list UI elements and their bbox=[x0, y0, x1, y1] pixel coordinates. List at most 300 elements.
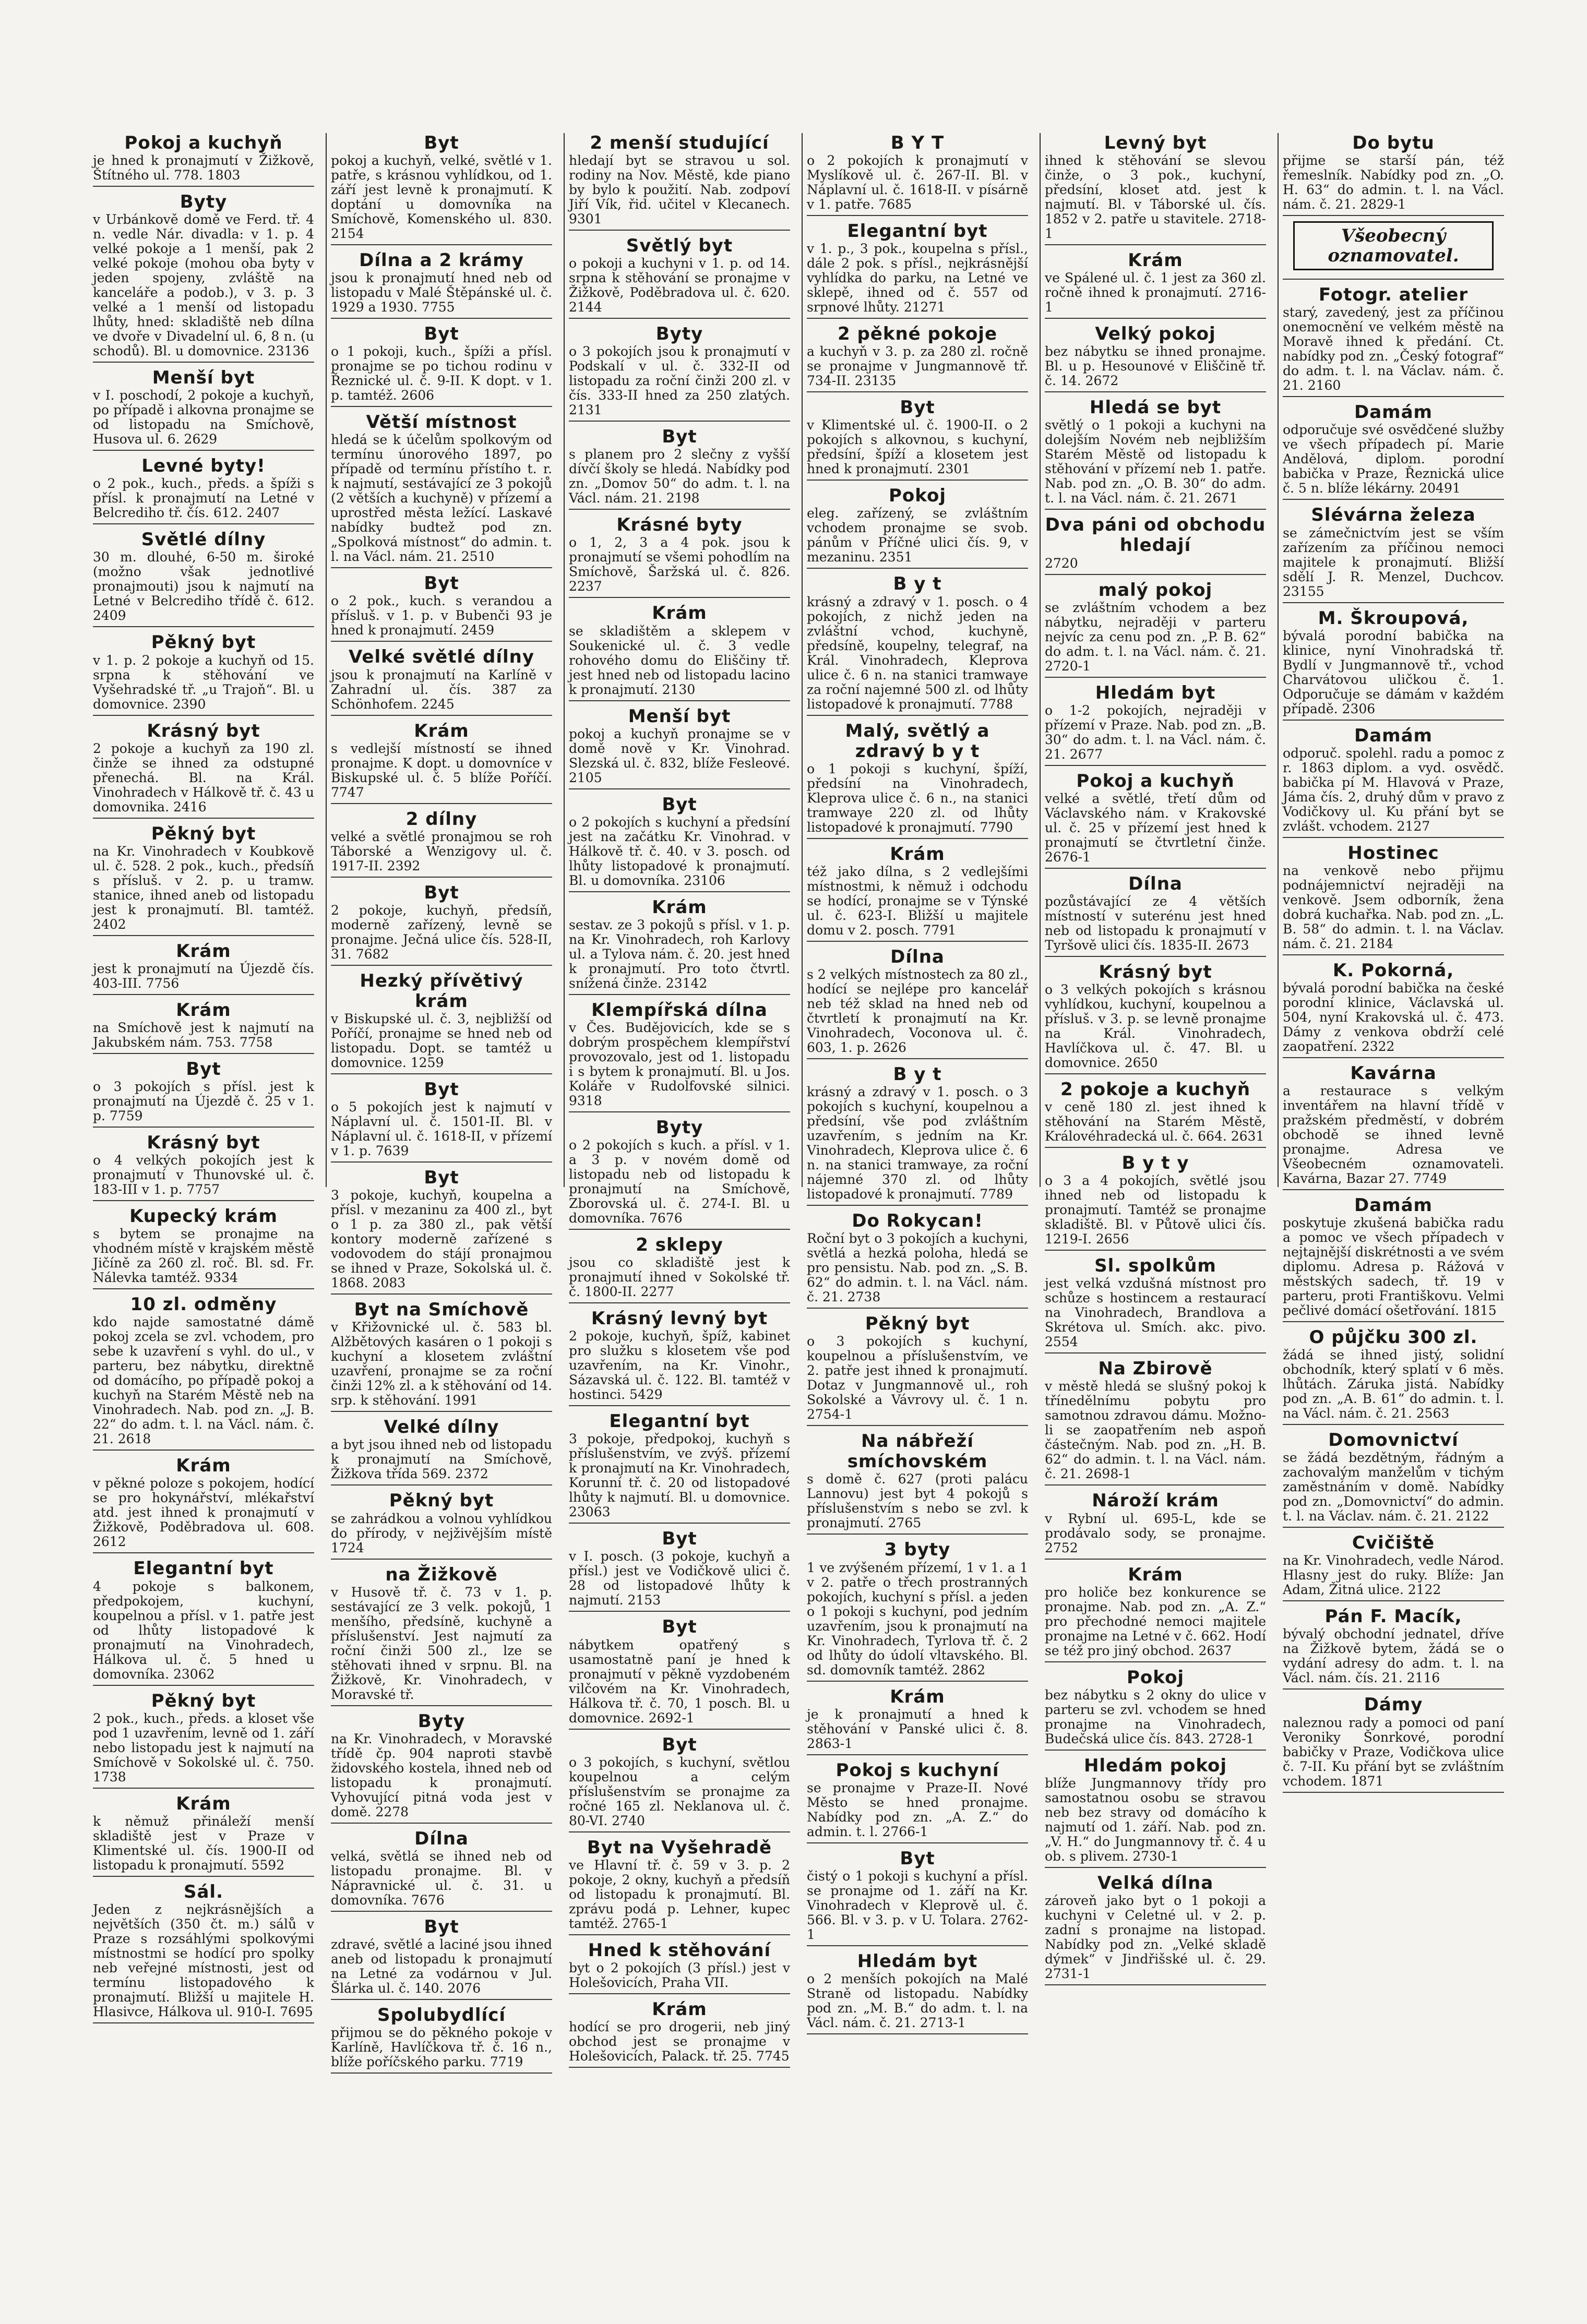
ad-text: v Rybní ul. 695-L, kde se prodávalo sody, se pronajme. 2752 bbox=[1045, 1511, 1266, 1555]
classified-ad bbox=[93, 941, 314, 995]
ad-heading: Krám bbox=[176, 940, 231, 962]
ad-text: ve Spálené ul. č. 1 jest za 360 zl. ročně ihned k pronajmutí. 2716-1 bbox=[1045, 270, 1266, 315]
ad-text: hledají byt se stravou u sol. rodiny na Nov. Městě, kde piano by bylo k použití. Nab. zodpoví Jiří Vík, řid. učitel v Klecanech. 9301 bbox=[569, 153, 790, 227]
classified-ad bbox=[569, 603, 790, 701]
classified-ad bbox=[1283, 1430, 1504, 1528]
ad-heading: B Y T bbox=[890, 133, 945, 153]
classified-ad bbox=[569, 427, 790, 510]
classified-ad bbox=[569, 897, 790, 995]
classified-ad bbox=[1045, 771, 1266, 869]
ad-text: se skladištěm a sklepem v Soukenické ul. č. 3 vedle rohového domu do Eliščiny tř. jest hned neb od listopadu lacino k pronajmutí. 2130 bbox=[569, 623, 790, 697]
ad-heading: Hledám pokoj bbox=[1083, 1755, 1227, 1776]
ad-text: o 4 velkých pokojích jest k pronajmutí v Thunovské ul. č. 183-III v 1. p. 7757 bbox=[93, 1153, 314, 1197]
ad-text: 2 pokoje a kuchyň za 190 zl. činže se ihned za odstupné přenechá. Bl. na Král. Vinohradech v Hálkově tř. č. 43 u domovnika. 2416 bbox=[93, 740, 314, 814]
ad-heading: M. Škroupová, bbox=[1318, 607, 1469, 629]
classified-ad bbox=[807, 1431, 1028, 1535]
ad-text: na Kr. Vinohradech, vedle Národ. Hlasny jest do ruky. Blíže: Jan Adam, Žitná ulice. 2122 bbox=[1283, 1553, 1504, 1598]
classified-ad bbox=[569, 1735, 790, 1832]
ad-text: s 2 velkých místnostech za 80 zl., hodící se nejlépe pro kancelář neb též sklad na hned neb od čtvrtletí k pronajmutí na Kr. Vinohradech, Voconova ul. č. 603, 1. p. 2626 bbox=[807, 966, 1028, 1055]
ad-column bbox=[1040, 133, 1270, 1981]
classified-ad bbox=[1045, 324, 1266, 392]
classified-ad bbox=[569, 1411, 790, 1524]
classified-ad bbox=[1045, 1668, 1266, 1751]
ad-heading: Dva páni od obchodu hledají bbox=[1045, 514, 1266, 556]
ad-text: o 1 pokoji s kuchyní, špíží, předsíní na Vinohradech, Kleprova ulice č. 6 n., na stanici tramwaye 220 zl. od lhůty listopadové k pronajmutí. 7790 bbox=[807, 761, 1028, 835]
ad-heading: Byty bbox=[417, 1710, 466, 1732]
ad-text: se zámečnictvím jest se vším zařízením za příčinou nemoci majitele k pronajmutí. Bližší sdělí J. R. Menzel, Duchcov. 23155 bbox=[1283, 525, 1504, 599]
classified-ad bbox=[569, 1838, 790, 1935]
ad-heading: Dílna bbox=[1128, 873, 1183, 894]
ad-heading: 2 pokoje a kuchyň bbox=[1060, 1079, 1251, 1100]
ad-heading: Hledá se byt bbox=[1089, 397, 1222, 418]
ad-heading: Velká dílna bbox=[1097, 1872, 1214, 1894]
classified-ad bbox=[1283, 1695, 1504, 1792]
ad-text: k němuž přináleží menší skladiště jest v Praze v Klimentské ul. čís. 1900-II od listopadu k pronajmutí. 5592 bbox=[93, 1813, 314, 1873]
classified-ad bbox=[331, 647, 552, 715]
ad-heading: Dílna bbox=[414, 1828, 469, 1849]
ad-heading: Krám bbox=[652, 896, 707, 918]
ad-heading: Byt bbox=[424, 133, 459, 153]
ad-text: o 3 pokojích s přísl. jest k pronajmutí na Újezdě č. 25 v 1. p. 7759 bbox=[93, 1079, 314, 1124]
classified-ad bbox=[93, 1794, 314, 1877]
ad-heading: Elegantní byt bbox=[133, 1558, 274, 1579]
ad-heading: Byty bbox=[180, 191, 228, 213]
classified-ad bbox=[93, 1559, 314, 1685]
ad-heading: Hned k stěhování bbox=[588, 1939, 771, 1961]
ad-text: poskytuje zkušená babička radu a pomoc ve všech případech v nejtajnější diskrétnosti a ve svém diplomu. Adresa p. Rážová v městských sadech, tř. 19 v parteru, proti Františkovu. Velmi pečlivé domácí ošetřování. 1815 bbox=[1283, 1215, 1504, 1319]
classified-ad bbox=[569, 1999, 790, 2068]
ad-text: s bytem se pronajme na vhodném místě v krajském městě Jičíně za 260 zl. roč. Bl. sd. Fr. Nálevka tamtéž. 9334 bbox=[93, 1226, 314, 1286]
ad-text: bývalá porodní babička na české porodní klinice, Václavská ul. 504, nyní Krakovská ul. č. 473. Dámy z venkova obdrží celé zaopatření. 2322 bbox=[1283, 980, 1504, 1054]
ad-column bbox=[89, 133, 318, 2019]
ad-heading: B y t y bbox=[1121, 1153, 1189, 1174]
ad-text: o 1-2 pokojích, nejraději v přízemí v Praze. Nab. pod zn. „B. 30“ do adm. t. l. na Václ. nám. č. 21. 2677 bbox=[1045, 702, 1266, 762]
ad-text: o 2 pokojích s kuch. a přísl. v 1. a 3 p. v novém domě od listopadu neb od listopadu k pronajmutí na Smíchově, Zborovská ul. č. 274-I. Bl. u domovníka. 7676 bbox=[569, 1137, 790, 1226]
ad-text: Roční byt o 3 pokojích a kuchyni, světlá a hezká poloha, hledá se pro pensistu. Nab. pod zn. „S. B. 62“ do admin. t. l. na Václ. nám. č. 21. 2738 bbox=[807, 1231, 1028, 1305]
ad-text: odporuč. spolehl. radu a pomoc z r. 1863 diplom. a vyd. osvědč. babička pí M. Hlavová v Praze, Jáma čís. 2, druhý dům v pravo z Vodičkovy ul. Ku přání byt se zvlášt. vchodem. 2127 bbox=[1283, 745, 1504, 834]
ad-heading: Krásný byt bbox=[1099, 961, 1212, 983]
classified-ad bbox=[331, 324, 552, 407]
ad-heading: Krásný levný byt bbox=[591, 1308, 768, 1329]
classified-ad bbox=[331, 573, 552, 642]
classified-ad bbox=[93, 530, 314, 627]
ad-heading: Hostinec bbox=[1347, 842, 1439, 864]
classified-ad bbox=[93, 1133, 314, 1201]
classified-ad bbox=[1045, 874, 1266, 957]
ad-text: o 2 pokojích k pronajmutí v Myslíkově ul. č. 267-II. Bl. v Náplavní ul. č. 1618-II. v písárně v 1. patře. 7685 bbox=[807, 153, 1028, 212]
ad-heading: Byt bbox=[424, 882, 459, 903]
ad-heading: 2 menší studující bbox=[590, 133, 769, 153]
ad-text: se žádá bezdětným, řádným a zachovalým manželům v tichým zaměstnáním v domě. Nabídky pod zn. „Domovnictví“ do admin. t. l. na Václav. nám. č. 21. 2122 bbox=[1283, 1450, 1504, 1524]
classified-ad bbox=[331, 133, 552, 245]
ad-text: velké a světlé pronajmou se roh Táborské a Wenzigovy ul. č. 1917-II. 2392 bbox=[331, 829, 552, 873]
ad-heading: Pokoj bbox=[1127, 1667, 1184, 1688]
ad-text: čistý o 1 pokoji s kuchyní a přísl. se pronajme od 1. září na Kr. Vinohradech v Kleprově ul. č. 566. Bl. v 3. p. v U. Tolara. 2762-1 bbox=[807, 1868, 1028, 1942]
classified-ad bbox=[1045, 250, 1266, 319]
ad-text: bez nábytku se ihned pronajme. Bl. u p. Hesounové v Eliščině tř. č. 14. 2672 bbox=[1045, 344, 1266, 389]
ad-heading: Menší byt bbox=[152, 367, 255, 389]
classified-ad bbox=[569, 1529, 790, 1612]
ad-text: 3 pokoje, kuchyň, koupelna a přísl. v mezaninu za 400 zl., byt o 1 p. za 380 zl., pak větší kontory moderně zařízené s vodovodem do stájí pronajmou se ihned v Praze, Sokolská ul. č. 1868. 2083 bbox=[331, 1188, 552, 1291]
classified-ad bbox=[1283, 843, 1504, 955]
ad-text: jsou co skladiště jest k pronajmutí ihned v Sokolské tř. č. 1800-II. 2277 bbox=[569, 1255, 790, 1300]
classified-ad bbox=[807, 1540, 1028, 1681]
ad-text: blíže Jungmannovy třídy pro samostatnou osobu se stravou neb bez stravy od domácího k najmutí od 1. září. Nab. pod zn. „V. H.“ do Jungmannovy tř. č. 4 u ob. s plivem. 2730-1 bbox=[1045, 1775, 1266, 1864]
ad-heading: Elegantní byt bbox=[609, 1411, 750, 1432]
ad-text: s domě č. 627 (proti palácu Lannovu) jest byt 4 pokojů s příslušenstvím s nebo se zvl. k pronajmutí. 2765 bbox=[807, 1471, 1028, 1531]
newspaper-classified-page bbox=[89, 133, 1508, 2069]
ad-text: byt o 2 pokojích (3 přísl.) jest v Holešovicích, Praha VII. bbox=[569, 1960, 790, 1990]
classified-ad bbox=[1045, 398, 1266, 510]
classified-ad bbox=[331, 2005, 552, 2074]
ad-heading: Větší místnost bbox=[366, 412, 517, 433]
ad-heading: Do Rokycan! bbox=[852, 1211, 983, 1232]
ad-text: v městě hledá se slušný pokoj k třínedělnímu pobytu pro samotnou zdravou dámu. Možno-li se zaopatřením neb aspoň částečným. Nab. pod zn. „H. B. 62“ do admin. t. l. na Václ. nám. č. 21. 2698-1 bbox=[1045, 1379, 1266, 1482]
ad-heading: Světlý byt bbox=[626, 235, 733, 257]
ad-text: ve Hlavní tř. č. 59 v 3. p. 2 pokoje, 2 okny, kuchyň a předsíň od listopadu k pronajmutí. Bl. zprávu podá p. Lehner, kupec tamtéž. 2765-1 bbox=[569, 1857, 790, 1931]
ad-text: v pěkné poloze s pokojem, hodící se pro hokynářství, mlékařství atd. jest ihned k pronajmutí v Žižkově, Poděbradova ul. 608. 2612 bbox=[93, 1476, 314, 1550]
classified-ad bbox=[1045, 1873, 1266, 1985]
ad-heading: Velký pokoj bbox=[1095, 324, 1216, 345]
ad-text: o 2 pok., kuch. s verandou a přísluš. v 1. p. v Bubenči 93 je hned k pronajmutí. 2459 bbox=[331, 593, 552, 638]
ad-heading: Pokoj a kuchyň bbox=[124, 133, 283, 153]
ad-text: o 3 pokojích, s kuchyní, světlou koupelnou a celým příslušenstvím se pronajme za ročné 165 zl. Neklanova ul. č. 80-VI. 2740 bbox=[569, 1754, 790, 1828]
ad-column bbox=[326, 133, 556, 2069]
ad-heading: Krám bbox=[652, 603, 707, 624]
ad-text: v I. posch. (3 pokoje, kuchyň a přísl.) jest ve Vodičkově ulici č. 28 od listopadové lhůty k najmutí. 2153 bbox=[569, 1549, 790, 1608]
classified-ad bbox=[807, 133, 1028, 216]
ad-heading: Byt bbox=[424, 1079, 459, 1100]
ad-heading: Krásný byt bbox=[147, 720, 260, 741]
ad-text: a restaurace s velkým inventářem na hlavní třídě v pražském předměstí, v dobrém obchodě se ihned levně pronajme. Adresa ve Všeobecném oznamovateli. Kavárna, Bazar 27. 7749 bbox=[1283, 1083, 1504, 1186]
ad-text: v Klimentské ul. č. 1900-II. o 2 pokojích s alkovnou, s kuchyní, předsíní, špíží a klosetem jest hned k pronajmutí. 2301 bbox=[807, 417, 1028, 477]
classified-ad bbox=[807, 1849, 1028, 1946]
ad-heading: Kupecký krám bbox=[129, 1206, 278, 1227]
ad-heading: Kavárna bbox=[1350, 1062, 1437, 1084]
ad-heading: Byt bbox=[662, 426, 697, 448]
ad-text: a byt jsou ihned neb od listopadu k pronajmutí na Smíchově, Žižkova třída 569. 2372 bbox=[331, 1437, 552, 1482]
classified-ad bbox=[1283, 1195, 1504, 1322]
classified-ad bbox=[331, 1565, 552, 1706]
ad-heading: Krám bbox=[1128, 250, 1183, 271]
classified-ad bbox=[1045, 580, 1266, 678]
ad-text: jest k pronajmutí na Újezdě čís. 403-III. 7756 bbox=[93, 961, 314, 991]
classified-ad bbox=[331, 721, 552, 804]
ad-heading: Krásný byt bbox=[147, 1132, 260, 1154]
ad-heading: Na nábřeží smíchovském bbox=[847, 1431, 988, 1472]
classified-ad bbox=[1283, 1063, 1504, 1190]
ad-text: o 3 pokojích s kuchyní, koupelnou a příslušenstvím, ve 2. patře jest ihned k pronajmutí. Dotaz v Jungmannově ul., roh Sokolské a Vávrovy ul. č. 1 n. 2754-1 bbox=[807, 1334, 1028, 1422]
ad-text: je k pronajmutí a hned k stěhování v Panské ulici č. 8. 2863-1 bbox=[807, 1706, 1028, 1751]
ad-text: zároveň jako byt o 1 pokoji a kuchyni v Celetné ul. v 2. p. zadní s pronajme na listopad. Nabídky pod zn. „Velké skladě dýmek“ v Jindřišské ul. č. 29. 2731-1 bbox=[1045, 1892, 1266, 1981]
ad-heading: Dámy bbox=[1364, 1694, 1423, 1716]
ad-heading: 10 zl. odměny bbox=[130, 1294, 277, 1315]
classified-ad bbox=[331, 1491, 552, 1559]
ad-text: přijme se starší pán, též řemeslník. Nabídky pod zn. „O. H. 63“ do admin. t. l. na Václ. nám. č. 21. 2829-1 bbox=[1283, 153, 1504, 212]
ad-text: bývalá porodní babička na klinice, nyní Vinohradská tř. Bydlí v Jungmannově tř., vchod Charvátovou uličkou č. 1. Odporučuje se dámám v každém případě. 2306 bbox=[1283, 628, 1504, 716]
ad-text: v 1. p., 3 pok., koupelna s přísl., dále 2 pok. s přísl., nejkrásnější vyhlídka do parku, na Letné ve sklepě, ihned od č. 557 od srpnové lhůty. 21271 bbox=[807, 241, 1028, 315]
ad-heading: Dílna bbox=[890, 946, 945, 967]
classified-ad bbox=[569, 1000, 790, 1112]
ad-heading: Spolubydlící bbox=[377, 2004, 506, 2026]
ad-text: o 3 velkých pokojích s krásnou vyhlídkou, kuchyní, koupelnou a přísluš. v 3. p. se levně pronajme na Král. Vinohradech, Havlíčkova ul. č. 47. Bl. u domovnice. 2650 bbox=[1045, 982, 1266, 1071]
ad-heading: Pokoj s kuchyní bbox=[836, 1759, 999, 1781]
classified-ad bbox=[93, 192, 314, 363]
ad-text: v Husově tř. č. 73 v 1. p. sestávající ze 3 velk. pokojů, 1 menšího, předsíně, kuchyně a příslušenství. Jest najmutí za roční činži 500 zl., lze se stěhovati ihned v srpnu. Bl. na Žižkově, Kr. Vinohradech, v Moravské tř. bbox=[331, 1584, 552, 1702]
ad-text: o 3 a 4 pokojích, světlé jsou ihned neb od listopadu k pronajmutí. Tamtéž se pronajme skladiště. Bl. v Půtově ulici čís. 1219-I. 2656 bbox=[1045, 1173, 1266, 1247]
ad-text: na Kr. Vinohradech, v Moravské třídě čp. 904 naproti stavbě židovského kostela, ihned neb od listopadu k pronajmutí. Vyhovující pitná voda jest v domě. 2278 bbox=[331, 1731, 552, 1819]
ad-heading: Hledám byt bbox=[1095, 682, 1216, 703]
classified-ad bbox=[93, 456, 314, 524]
ad-heading: Krám bbox=[1128, 1564, 1183, 1585]
ad-heading: Damám bbox=[1354, 725, 1433, 746]
ad-heading: Damám bbox=[1354, 402, 1433, 423]
ad-heading: Pěkný byt bbox=[151, 823, 256, 844]
classified-ad bbox=[93, 1295, 314, 1451]
classified-ad bbox=[93, 1456, 314, 1553]
ad-heading: 2 pěkné pokoje bbox=[837, 324, 998, 345]
ad-text: v Čes. Budějovicích, kde se s dobrým prospěchem klempířství provozovalo, jest od 1. listopadu i s bytem k pronajmutí. Bl. u Jos. Koláře v Rudolfovské silnici. 9318 bbox=[569, 1020, 790, 1108]
classified-ad bbox=[93, 1691, 314, 1789]
ad-text: jest velká vzdušná místnost pro schůze s hostincem a restaurací na Vinohradech, Brandlova a Skrétova ul. Smích. akc. pivo. 2554 bbox=[1045, 1276, 1266, 1350]
ad-text: odporučuje své osvědčené služby ve všech případech pí. Marie Andělová, diplom. porodní babička v Praze, Řeznická ulice č. 5 n. blíže lékárny. 20491 bbox=[1283, 422, 1504, 496]
ad-text: se zvláštním vchodem a bez nábytku, nejraději v parteru nejvíc za cenu pod zn. „P. B. 62“ do adm. t. l. na Václ. nám. č. 21. 2720-1 bbox=[1045, 600, 1266, 674]
ad-heading: Elegantní byt bbox=[847, 221, 988, 242]
ad-text: na Smíchově jest k najmutí na Jakubském nám. 753. 7758 bbox=[93, 1020, 314, 1050]
classified-ad bbox=[807, 1064, 1028, 1206]
classified-ad bbox=[93, 1059, 314, 1128]
ad-heading: Krám bbox=[414, 720, 469, 741]
ad-text: na Kr. Vinohradech v Koubkově ul. č. 528. 2 pok., kuch., předsíň s přísluš. v 2. p. u tramw. stanice, ihned aneb od listopadu jest k pronajmutí. Bl. tamtéž. 2402 bbox=[93, 843, 314, 932]
ad-text: velké a světlé, třetí dům od Václavského nám. v Krakovské ul. č. 25 v přízemí jest hned k pronajmutí se čtvrtletní činže. 2676-1 bbox=[1045, 790, 1266, 865]
ad-heading: Domovnictví bbox=[1328, 1430, 1459, 1451]
ad-heading: Levný byt bbox=[1104, 133, 1207, 153]
ad-heading: Pěkný byt bbox=[865, 1313, 970, 1335]
classified-ad bbox=[569, 1235, 790, 1303]
classified-ad bbox=[331, 1417, 552, 1486]
ad-text: bez nábytku s 2 okny do ulice v parteru se zvl. vchodem se hned pronajme na Vinohradech, Budečská ulice čís. 843. 2728-1 bbox=[1045, 1687, 1266, 1746]
ad-text: jsou k pronajmutí hned neb od listopadu v Malé Štěpánské ul. č. 1929 a 1930. 7755 bbox=[331, 270, 552, 315]
classified-ad bbox=[93, 824, 314, 936]
classified-ad bbox=[93, 133, 314, 187]
classified-ad bbox=[569, 515, 790, 598]
classified-ad bbox=[331, 412, 552, 568]
classified-ad bbox=[807, 221, 1028, 319]
ad-heading: 2 sklepy bbox=[636, 1235, 723, 1256]
classified-ad bbox=[569, 324, 790, 422]
ad-heading: Byt bbox=[424, 573, 459, 594]
ad-heading: Levné byty! bbox=[141, 456, 266, 477]
ad-heading: Menší byt bbox=[628, 705, 731, 727]
classified-ad bbox=[1045, 515, 1266, 574]
classified-ad bbox=[1283, 505, 1504, 603]
ad-heading: Pokoj bbox=[889, 485, 946, 507]
ad-heading: Hledám byt bbox=[857, 1950, 978, 1972]
ad-heading: Krám bbox=[176, 1455, 231, 1477]
ad-text: v ceně 180 zl. jest ihned k stěhování na Starém Městě, Královéhradecká ul. č. 664. 2631 bbox=[1045, 1099, 1266, 1144]
classified-ad bbox=[569, 706, 790, 789]
ad-heading: B y t bbox=[893, 573, 942, 595]
ad-heading: Na Zbirově bbox=[1098, 1358, 1213, 1380]
classified-ad bbox=[1045, 962, 1266, 1074]
classified-ad bbox=[331, 250, 552, 319]
ad-heading: Hezký přívětivý krám bbox=[360, 970, 523, 1012]
ad-text: krásný a zdravý v 1. posch. o 3 pokojích s kuchyní, koupelnou a předsíní, vše pod zvláštním uzavřením, s jedním na Kr. Vinohradech, Kleprova ulice č. 6 n. na stanici tramwaye, za roční nájemné 370 zl. od lhůty listopadové k pronajmutí. 7789 bbox=[807, 1084, 1028, 1202]
ad-heading: Pěkný byt bbox=[151, 632, 256, 653]
ad-text: světlý o 1 pokoji a kuchyni na dolejším Novém neb nejbližším Starém Městě od listopadu k stěhování v přízemí neb 1. patře. Nab. pod zn. „O. B. 30“ do adm. t. l. na Václ. nám. č. 21. 2671 bbox=[1045, 417, 1266, 506]
ad-heading: Velké světlé dílny bbox=[348, 646, 535, 668]
classified-ad bbox=[1283, 1327, 1504, 1425]
ad-text: sestav. ze 3 pokojů s přísl. v 1. p. na Kr. Vinohradech, roh Karlovy ul. a Tylova nám. č. 20. jest hned k pronajmutí. Pro toto čtvrtl. snížená činže. 23142 bbox=[569, 917, 790, 991]
ad-text: je hned k pronajmutí v Žižkově, Štítného ul. 778. 1803 bbox=[93, 153, 314, 183]
section-banner: Všeobecný oznamovatel. bbox=[1293, 221, 1494, 270]
ad-heading: Byt na Vyšehradě bbox=[587, 1837, 772, 1858]
ad-heading: Cvičiště bbox=[1352, 1532, 1435, 1554]
ad-heading: Byt na Smíchově bbox=[354, 1299, 529, 1321]
classified-ad bbox=[807, 486, 1028, 569]
classified-ad bbox=[1283, 1607, 1504, 1690]
ad-heading: Byt bbox=[424, 1167, 459, 1189]
ad-text: o pokoji a kuchyni v 1. p. od 14. srpna k stěhování se pronajme v Žižkově, Poděbradova ul. č. 620. 2144 bbox=[569, 256, 790, 315]
classified-ad bbox=[569, 1309, 790, 1406]
classified-ad bbox=[569, 236, 790, 319]
classified-ad bbox=[807, 844, 1028, 942]
ad-text: hledá se k účelům spolkovým od termínu únorového 1897, po případě od termínu přístího t. r. k najmutí, sestávající ze 3 pokojů (2 větších a kuchyně) v přízemí a uprostřed města ležící. Laskavé nabídky budtež pod zn. „Spolková místnost“ do admin. t. l. na Václ. nám. 21. 2510 bbox=[331, 432, 552, 565]
ad-heading: Byt bbox=[662, 1616, 697, 1638]
ad-text: v Urbánkově domě ve Ferd. tř. 4 n. vedle Nár. divadla: v 1. p. 4 velké pokoje a 1 menší, pak 2 velké pokoje (mohou oba byty v jeden spojeny, zvláště na kanceláře a podob.), v 3. p. 3 velké a 1 menší od listopadu lhůty, hned: skladiště neb dílna ve dvoře v Divadelní ul. 6, 8 n. (u schodů). Bl. u domovnice. 23136 bbox=[93, 212, 314, 359]
classified-ad bbox=[93, 1000, 314, 1054]
ad-text: bývalý obchodní jednatel, dříve na Žižkově bytem, žádá se o vydání adresy do adm. t. l. na Václ. nám. čís. 21. 2116 bbox=[1283, 1626, 1504, 1686]
classified-ad bbox=[807, 1314, 1028, 1426]
ad-text: s vedlejší místností se ihned pronajme. K dopt. u domovníce v Biskupské ul. č. 5 blíže Poříčí. 7747 bbox=[331, 740, 552, 800]
ad-heading: Pán F. Macík, bbox=[1325, 1606, 1462, 1627]
ad-text: se zahrádkou a volnou vyhlídkou do přírody, v nejživějším místě 1724 bbox=[331, 1511, 552, 1555]
ad-text: pokoj a kuchyň pronajme se v domě nově v Kr. Vinohrad. Slezská ul. č. 832, blíže Fesleové. 2105 bbox=[569, 726, 790, 785]
ad-text: hodící se pro drogerii, neb jiný obchod jest se pronajme v Holešovicích, Palack. tř. 25. 7745 bbox=[569, 2019, 790, 2064]
ad-heading: Krám bbox=[652, 1998, 707, 2020]
ad-heading: malý pokoj bbox=[1098, 579, 1213, 601]
classified-ad bbox=[331, 971, 552, 1074]
ad-heading: 2 dílny bbox=[405, 808, 478, 830]
ad-column bbox=[564, 133, 794, 2064]
ad-text: 2 pokoje, kuchyň, předsíň, moderně zařízený, levně se pronajme. Ječná ulice čís. 528-II, 31. 7682 bbox=[331, 902, 552, 962]
ad-heading: Sl. spolkům bbox=[1094, 1255, 1216, 1277]
ad-heading: Byt bbox=[662, 1528, 697, 1550]
ad-heading: na Žižkově bbox=[385, 1564, 498, 1585]
classified-ad bbox=[1283, 726, 1504, 838]
classified-ad bbox=[93, 1882, 314, 2023]
classified-ad bbox=[1045, 133, 1266, 245]
ad-heading: Byt bbox=[662, 794, 697, 815]
classified-ad bbox=[1045, 1080, 1266, 1148]
ad-text: přijmou se do pěkného pokoje v Karlíně, Havlíčkova tř. č. 16 n., blíže poříčského parku. 7719 bbox=[331, 2024, 552, 2069]
ad-text: 2720 bbox=[1045, 555, 1078, 571]
classified-ad bbox=[1283, 133, 1504, 216]
classified-ad bbox=[807, 574, 1028, 715]
ad-text: se pronajme v Praze-II. Nové Město se hned pronajme. Nabídky pod zn. „A. Z.“ do admin. t. l. 2766-1 bbox=[807, 1780, 1028, 1839]
ad-text: v Biskupské ul. č. 3, nejbližší od Poříčí, pronajme se hned neb od listopadu. Dopt. se tamtéž u domovnice. 1259 bbox=[331, 1011, 552, 1071]
ad-heading: Malý, světlý a zdravý b y t bbox=[845, 720, 990, 762]
ad-text: v Křižovnické ul. č. 583 bl. Alžbětových kasáren o 1 pokoji s kuchyní a klosetem zvláštní uzavření, pronajme se za roční činži 12% zl. a k stěhování od 14. srp. k stěhování. 1991 bbox=[331, 1320, 552, 1408]
classified-ad bbox=[1045, 1256, 1266, 1353]
ad-heading: Světlé dílny bbox=[141, 529, 266, 550]
classified-ad bbox=[807, 947, 1028, 1059]
classified-ad bbox=[331, 1829, 552, 1912]
ad-heading: Krám bbox=[176, 1793, 231, 1814]
ad-text: krásný a zdravý v 1. posch. o 4 pokojích, z nichž jeden na zvláštní vchod, kuchyně, předsíně, koupelny, telegraf, na Král. Vinohradech, Kleprova ulice č. 6 n. na stanici tramwaye za roční najemné 500 zl. od lhůty listopadové k pronajmutí. 7788 bbox=[807, 594, 1028, 712]
ad-heading: K. Pokorná, bbox=[1332, 960, 1454, 981]
ad-heading: Damám bbox=[1354, 1195, 1433, 1216]
ad-text: 2 pok., kuch., předs. a kloset vše pod 1 uzavřením, levně od 1. září nebo listopadu jest k najmutí na Smíchově v Sokolské ul. č. 750. 1738 bbox=[93, 1710, 314, 1784]
ad-text: eleg. zařízený, se zvláštním vchodem pronajme se svob. pánům v Příčné ulici čís. 9, v mezaninu. 2351 bbox=[807, 506, 1028, 565]
classified-ad bbox=[807, 324, 1028, 392]
ad-text: o 2 menších pokojích na Malé Straně od listopadu. Nabídky pod zn. „M. B.“ do adm. t. l. na Václ. nám. č. 21. 2713-1 bbox=[807, 1971, 1028, 2030]
ad-text: o 2 pok., kuch., předs. a špíži s přísl. k pronajmutí na Letné v Belcrediho tř. čís. 612. 2407 bbox=[93, 476, 314, 521]
classified-ad bbox=[807, 721, 1028, 839]
classified-ad bbox=[331, 883, 552, 966]
classified-ad bbox=[1045, 1756, 1266, 1868]
ad-column bbox=[802, 133, 1032, 2030]
ad-text: pro holiče bez konkurence se pronajme. Nab. pod zn. „A. Z.“ pro přechodné nemoci majitele pronajme na Letné v č. 662. Hodí se též pro jiný obchod. 2637 bbox=[1045, 1584, 1266, 1658]
ad-text: o 1, 2, 3 a 4 pok. jsou k pronajmutí se všemi pohodlím na Smíchově, Šaržská ul. č. 826. 2237 bbox=[569, 535, 790, 594]
classified-ad bbox=[331, 1917, 552, 2000]
ad-heading: Fotogr. atelier bbox=[1318, 284, 1469, 306]
ad-heading: Pěkný byt bbox=[389, 1490, 494, 1512]
ad-heading: Byt bbox=[424, 1916, 459, 1937]
ad-heading: Nároží krám bbox=[1092, 1490, 1219, 1512]
ad-heading: O půjčku 300 zl. bbox=[1309, 1327, 1478, 1348]
classified-ad bbox=[1283, 961, 1504, 1058]
ad-text: velká, světlá se ihned neb od listopadu pronajme. Bl. v Nápravnické ul. č. 31. u domovníka. 7676 bbox=[331, 1848, 552, 1908]
classified-ad bbox=[1283, 221, 1504, 280]
classified-ad bbox=[93, 632, 314, 715]
ad-text: 1 ve zvýšeném přízemí, 1 v 1. a 1 v 2. patře o třech prostranných pokojích, kuchyní s přísl. a jeden o 1 pokoji s kuchyní, pod jedním uzavřením, jsou k pronajmutí na Kr. Vinohradech, Tyrlova tř. č. 2 od lhůty do údolí vltavského. Bl. sd. domovník tamtéž. 2862 bbox=[807, 1560, 1028, 1678]
ad-text: naleznou rady a pomoci od paní Veroniky Šonrkové, porodní babičky v Praze, Vodičkova ulice č. 7-II. Ku přání byt se zvláštním vchodem. 1871 bbox=[1283, 1715, 1504, 1789]
classified-ad bbox=[331, 809, 552, 878]
ad-heading: Velké dílny bbox=[384, 1417, 499, 1438]
ad-text: v 1. p. 2 pokoje a kuchyň od 15. srpna k stěhování ve Vyšehradské tř. „u Trajoň“. Bl. u domovnice. 2390 bbox=[93, 652, 314, 712]
ad-text: v I. poschodí, 2 pokoje a kuchyň, po případě i alkovna pronajme se od listopadu na Smíchově, Husova ul. 6. 2629 bbox=[93, 388, 314, 447]
ad-text: pozůstávající ze 4 větších místností v suterénu jest hned neb od listopadu k pronajmutí v Tyršově ulici čís. 1835-II. 2673 bbox=[1045, 893, 1266, 953]
ad-text: žádá se ihned jistý, solidní obchodník, který splatí v 6 měs. lhůtách. Záruka jistá. Nabídky pod zn. „A. B. 61“ do admin. t. l. na Václ. nám. č. 21. 2563 bbox=[1283, 1347, 1504, 1421]
ad-heading: Byty bbox=[655, 324, 703, 345]
ad-text: jsou k pronajmutí na Karlíně v Zahradní ul. čís. 387 za Schönhofem. 2245 bbox=[331, 667, 552, 712]
classified-ad bbox=[331, 1300, 552, 1412]
ad-text: nábytkem opatřený s usamostatně paní je hned k pronajmutí v pěkně vyzdobeném vilčovém na Kr. Vinohradech, Hálkova tř. č. 70, 1 posch. Bl. u domovnice. 2692-1 bbox=[569, 1637, 790, 1726]
ad-text: o 3 pokojích jsou k pronajmutí v Podskalí v ul. č. 332-II od listopadu za roční činži 200 zl. v čís. 333-II hned za 250 zlatých. 2131 bbox=[569, 344, 790, 418]
ad-heading: Krám bbox=[890, 843, 945, 865]
classified-ad bbox=[569, 1940, 790, 1994]
classified-ad bbox=[569, 1617, 790, 1729]
ad-text: na venkově nebo přijmu podnájemnictví nejraději na venkově. Jsem odborník, žena dobrá kuchařka. Nab. pod zn. „L. B. 58“ do admin. t. l. na Václav. nám. č. 21. 2184 bbox=[1283, 862, 1504, 951]
classified-ad bbox=[331, 1168, 552, 1295]
classified-ad bbox=[569, 795, 790, 892]
ad-heading: Slévárna železa bbox=[1311, 505, 1476, 526]
ad-heading: Pokoj a kuchyň bbox=[1076, 770, 1235, 792]
ad-heading: Do bytu bbox=[1352, 133, 1435, 153]
classified-ad bbox=[93, 721, 314, 819]
classified-ad bbox=[1283, 285, 1504, 397]
ad-heading: B y t bbox=[893, 1063, 942, 1085]
ad-heading: 3 byty bbox=[884, 1539, 951, 1561]
classified-ad bbox=[1045, 1359, 1266, 1486]
ad-text: též jako dílna, s 2 vedlejšími místnostmi, k němuž i odchodu se hodící, pronajme se v Týnské ul. č. 623-I. Bližší u majitele domu v 2. posch. 7791 bbox=[807, 864, 1028, 938]
ad-text: 30 m. dlouhé, 6-50 m. široké (možno však jednotlivé pronajmouti) jsou k najmutí na Letné v Belcrediho třídě č. 612. 2409 bbox=[93, 549, 314, 624]
classified-ad bbox=[569, 1118, 790, 1230]
ad-heading: Byt bbox=[900, 1848, 935, 1869]
classified-ad bbox=[1283, 608, 1504, 721]
ad-heading: Byt bbox=[900, 397, 935, 418]
